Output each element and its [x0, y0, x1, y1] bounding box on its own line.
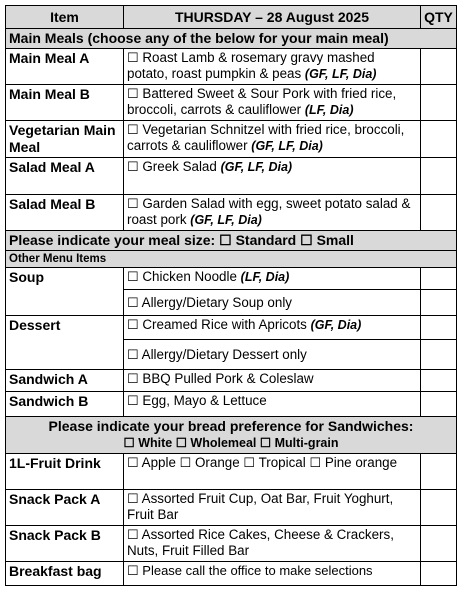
dietary-tags: (GF, LF, Dia) [304, 67, 377, 81]
checkbox-icon[interactable]: ☐ [123, 436, 135, 450]
snack-pack-b-label: Snack Pack B [6, 526, 124, 562]
fruit-drink-options [124, 454, 421, 490]
checkbox-icon[interactable]: ☐ [175, 436, 187, 450]
checkbox-icon[interactable]: ☐ [127, 455, 139, 470]
checkbox-icon[interactable]: ☐ [219, 232, 232, 248]
bread-multigrain-option[interactable]: ☐ Multi-grain [259, 436, 339, 450]
qty-cell[interactable] [421, 49, 457, 85]
salad-meal-a-label: Salad Meal A [6, 158, 124, 195]
snack-pack-b-row [6, 526, 457, 562]
drink-orange-option[interactable]: ☐ Orange [179, 455, 240, 470]
bread-preference-prompt: Please indicate your bread preference for Sandwiches: ☐ White ☐ Wholemeal ☐ Multi-grain [6, 417, 457, 454]
sandwich-a-row [6, 370, 457, 392]
checkbox-icon[interactable]: ☐ [127, 294, 139, 310]
dietary-tags: (GF, LF, Dia) [220, 160, 293, 174]
main-meal-b-label: Main Meal B [6, 85, 124, 121]
date-header: THURSDAY – 28 August 2025 [124, 6, 421, 29]
checkbox-icon[interactable]: ☐ [127, 159, 139, 174]
vegetarian-label: Vegetarian Main Meal [6, 121, 124, 158]
qty-cell[interactable] [421, 340, 457, 370]
checkbox-icon[interactable]: ☐ [127, 196, 139, 211]
salad-meal-b-label: Salad Meal B [6, 195, 124, 231]
drink-pine-orange-option[interactable]: ☐ Pine orange [309, 455, 398, 470]
checkbox-icon[interactable]: ☐ [179, 455, 192, 470]
dietary-tags: (GF, LF, Dia) [190, 213, 262, 227]
qty-cell[interactable] [421, 121, 457, 158]
checkbox-icon[interactable]: ☐ [309, 455, 322, 470]
dessert-option-1[interactable]: ☐ Creamed Rice with Apricots (GF, Dia) [124, 316, 421, 340]
qty-cell[interactable] [421, 562, 457, 586]
bread-preference-row [6, 417, 457, 454]
checkbox-icon[interactable]: ☐ [243, 455, 256, 470]
soup-label: Soup [6, 268, 124, 316]
bread-white-option[interactable]: ☐ White [123, 436, 173, 450]
qty-cell[interactable] [421, 454, 457, 490]
sandwich-b-label: Sandwich B [6, 392, 124, 417]
sandwich-a-option[interactable]: ☐ BBQ Pulled Pork & Coleslaw [124, 370, 421, 392]
salad-meal-b-row [6, 195, 457, 231]
meal-order-table [5, 5, 457, 586]
main-meal-a-option[interactable]: ☐ Roast Lamb & rosemary gravy mashed potato, roast pumpkin & peas (GF, LF, Dia) [124, 49, 421, 85]
main-meal-a-row [6, 49, 457, 85]
breakfast-bag-row [6, 562, 457, 586]
qty-cell[interactable] [421, 158, 457, 195]
qty-cell[interactable] [421, 85, 457, 121]
dietary-tags: (LF, Dia) [304, 103, 354, 117]
main-meal-b-option[interactable]: ☐ Battered Sweet & Sour Pork with fried rice, broccoli, carrots & cauliflower (LF, Dia) [124, 85, 421, 121]
fruit-drink-label: 1L-Fruit Drink [6, 454, 124, 490]
checkbox-icon[interactable]: ☐ [127, 269, 139, 284]
main-meal-b-row [6, 85, 457, 121]
fruit-drink-row [6, 454, 457, 490]
qty-header: QTY [421, 6, 457, 29]
snack-pack-a-option[interactable]: ☐ Assorted Fruit Cup, Oat Bar, Fruit Yoghurt, Fruit Bar [124, 490, 421, 526]
sandwich-b-row [6, 392, 457, 417]
item-header: Item [6, 6, 124, 29]
vegetarian-option[interactable]: ☐ Vegetarian Schnitzel with fried rice, broccoli, carrots & cauliflower (GF, LF, Dia) [124, 121, 421, 158]
snack-pack-b-option[interactable]: ☐ Assorted Rice Cakes, Cheese & Crackers, Nuts, Fruit Filled Bar [124, 526, 421, 562]
qty-cell[interactable] [421, 526, 457, 562]
dietary-tags: (GF, LF, Dia) [251, 139, 323, 153]
other-menu-section-title: Other Menu Items [6, 251, 457, 268]
breakfast-bag-option[interactable]: ☐ Please call the office to make selections [124, 562, 421, 586]
sandwich-b-option[interactable]: ☐ Egg, Mayo & Lettuce [124, 392, 421, 417]
checkbox-icon[interactable]: ☐ [127, 346, 139, 362]
dietary-tags: (GF, Dia) [310, 318, 362, 332]
qty-cell[interactable] [421, 290, 457, 316]
checkbox-icon[interactable]: ☐ [127, 317, 139, 332]
qty-cell[interactable] [421, 490, 457, 526]
snack-pack-a-row [6, 490, 457, 526]
soup-option-2[interactable]: ☐ Allergy/Dietary Soup only [124, 290, 421, 316]
qty-cell[interactable] [421, 195, 457, 231]
qty-cell[interactable] [421, 370, 457, 392]
main-meals-section-title: Main Meals (choose any of the below for your main meal) [6, 29, 457, 49]
vegetarian-row [6, 121, 457, 158]
salad-meal-a-option[interactable]: ☐ Greek Salad (GF, LF, Dia) [124, 158, 421, 195]
bread-wholemeal-option[interactable]: ☐ Wholemeal [175, 436, 257, 450]
header-row [6, 6, 457, 29]
size-small-option[interactable]: ☐ Small [300, 232, 354, 248]
qty-cell[interactable] [421, 268, 457, 290]
qty-cell[interactable] [421, 316, 457, 340]
checkbox-icon[interactable]: ☐ [127, 527, 139, 542]
dessert-option-2[interactable]: ☐ Allergy/Dietary Dessert only [124, 340, 421, 370]
soup-row-1 [6, 268, 457, 290]
checkbox-icon[interactable]: ☐ [127, 393, 139, 408]
checkbox-icon[interactable]: ☐ [127, 122, 139, 137]
size-standard-option[interactable]: ☐ Standard [219, 232, 297, 248]
dessert-row-1 [6, 316, 457, 340]
soup-option-1[interactable]: ☐ Chicken Noodle (LF, Dia) [124, 268, 421, 290]
drink-apple-option[interactable]: ☐ Apple [127, 455, 176, 470]
salad-meal-b-option[interactable]: ☐ Garden Salad with egg, sweet potato salad & roast pork (GF, LF, Dia) [124, 195, 421, 231]
salad-meal-a-row [6, 158, 457, 195]
snack-pack-a-label: Snack Pack A [6, 490, 124, 526]
dessert-label: Dessert [6, 316, 124, 370]
breakfast-bag-label: Breakfast bag [6, 562, 124, 586]
main-meal-a-label: Main Meal A [6, 49, 124, 85]
checkbox-icon[interactable]: ☐ [127, 491, 139, 506]
qty-cell[interactable] [421, 392, 457, 417]
checkbox-icon[interactable]: ☐ [127, 50, 139, 65]
sandwich-a-label: Sandwich A [6, 370, 124, 392]
checkbox-icon[interactable]: ☐ [127, 563, 139, 578]
meal-size-prompt: Please indicate your meal size: ☐ Standard ☐ Small [6, 231, 457, 251]
meal-size-row [6, 231, 457, 251]
checkbox-icon[interactable]: ☐ [259, 436, 272, 450]
checkbox-icon[interactable]: ☐ [127, 371, 139, 386]
checkbox-icon[interactable]: ☐ [300, 232, 313, 248]
checkbox-icon[interactable]: ☐ [127, 86, 139, 101]
dietary-tags: (LF, Dia) [240, 270, 290, 284]
drink-tropical-option[interactable]: ☐ Tropical [243, 455, 306, 470]
